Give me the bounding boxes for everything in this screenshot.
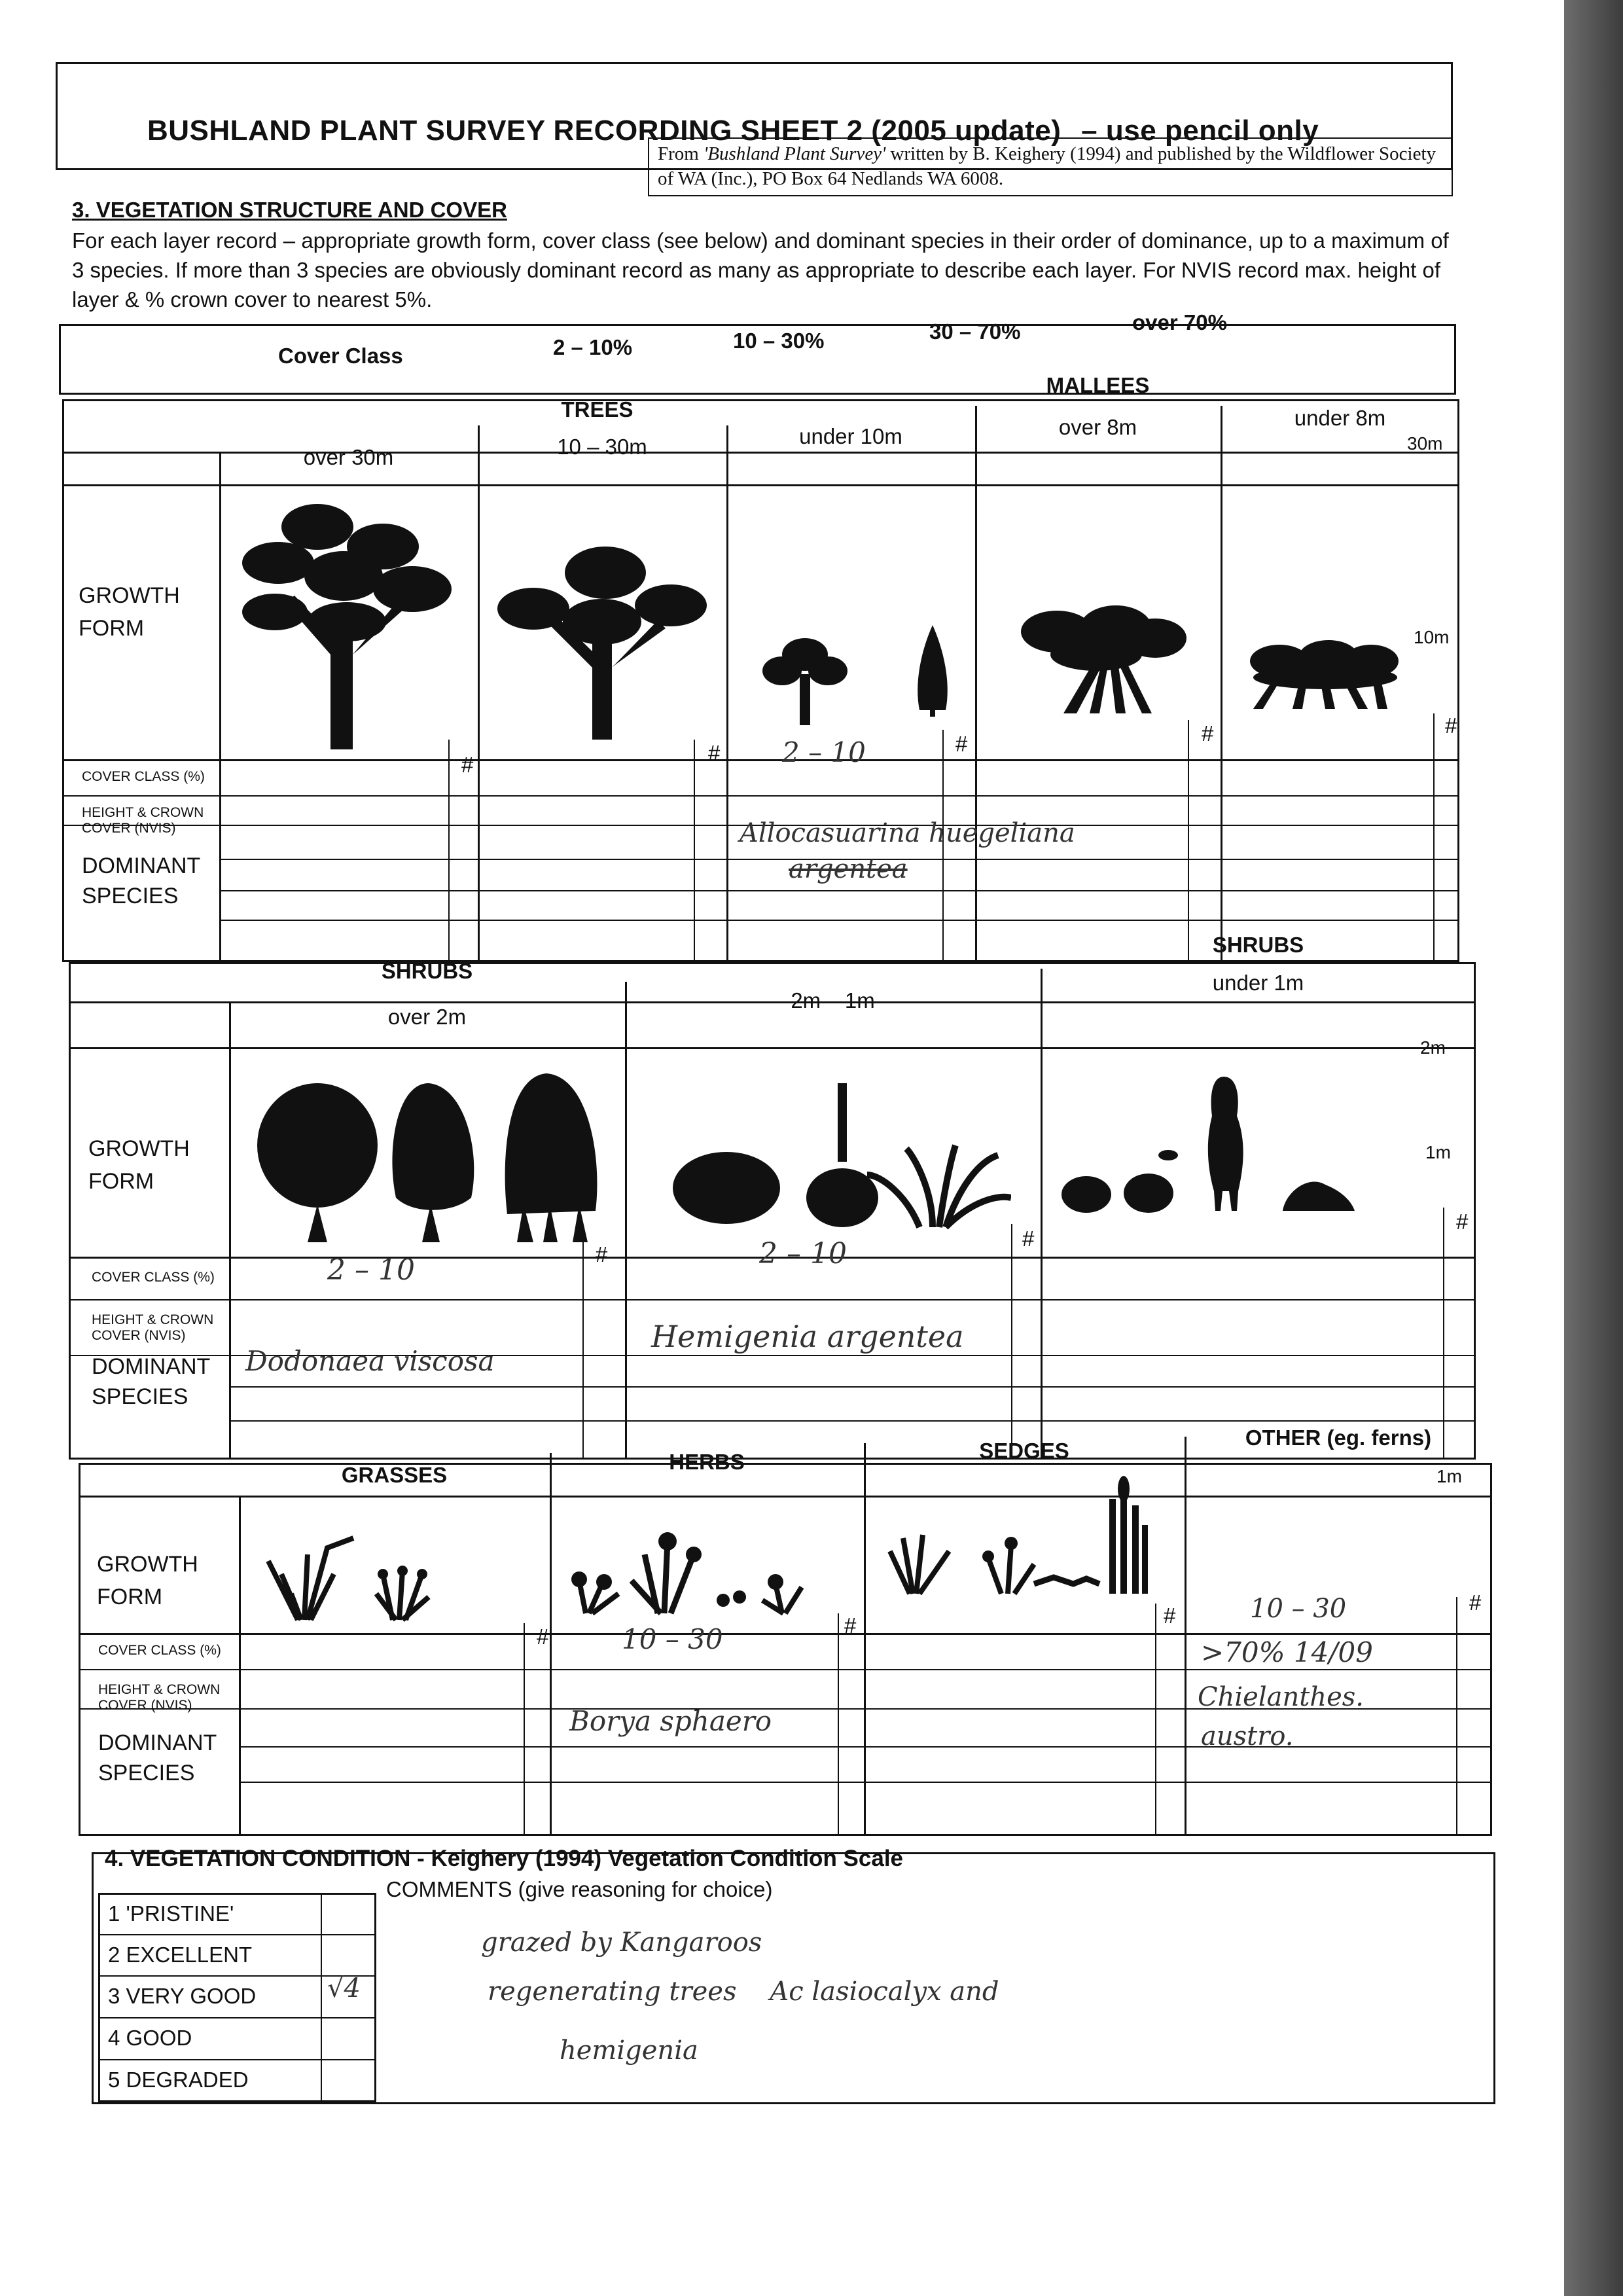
scale-30m: 30m — [1407, 433, 1443, 454]
hash-2: # — [708, 741, 721, 765]
hash-3: # — [955, 732, 968, 756]
condition-3-very-good: 3 VERY GOOD — [108, 1984, 257, 2008]
b2-mid-cover-entry: 2 – 10 — [759, 1237, 847, 1270]
shrubs-right-heading: SHRUBS — [1212, 933, 1304, 957]
section4-heading: 4. VEGETATION CONDITION - Keighery (1994) Vegetation Condition Scale — [105, 1846, 904, 1871]
cover-class-3: 30 – 70% — [929, 319, 1021, 344]
trees-heading: TREES — [561, 397, 633, 422]
comment-line-3: hemigenia — [560, 2036, 698, 2066]
conifer-small-icon — [913, 625, 952, 717]
source-note — [658, 141, 1446, 191]
b2-over2m-cover-entry: 2 – 10 — [327, 1253, 415, 1287]
tree-tall-icon — [232, 497, 468, 753]
section3-heading: 3. VEGETATION STRUCTURE AND COVER — [72, 198, 507, 222]
hash-8: # — [1456, 1210, 1469, 1234]
col-under-10m: under 10m — [799, 424, 902, 448]
comment-line-2: regenerating trees Ac lasiocalyx and — [488, 1977, 999, 2007]
cover-class-4: over 70% — [1132, 310, 1227, 334]
condition-4-good: 4 GOOD — [108, 2026, 192, 2050]
col-under-1m: under 1m — [1212, 971, 1304, 995]
herbs-icon — [566, 1528, 821, 1617]
condition-5-degraded: 5 DEGRADED — [108, 2068, 249, 2092]
col-2m-1m: 2m – 1m — [791, 988, 875, 1013]
hash-5: # — [1445, 713, 1457, 738]
col-over-30m: over 30m — [303, 445, 394, 469]
shrub-small-icon — [1060, 1077, 1368, 1214]
shrub-medium-icon — [671, 1083, 1011, 1230]
hash-6: # — [596, 1242, 608, 1266]
shrubs-left-heading: SHRUBS — [381, 959, 473, 983]
scale-1m-ground: 1m — [1436, 1466, 1462, 1486]
source-book: 'Bushland Plant Survey' — [704, 143, 886, 164]
condition-2-excellent: 2 EXCELLENT — [108, 1943, 253, 1967]
section3-instructions: For each layer record – appropriate growth form, cover class (see below) and dominant species in their order of dominance, up to a maximum of 3 species. If more than 3 species are obviously dominant record as many as appropriate to describe each layer. For NVIS record max. height of layer & % crown cover to nearest 5%. — [72, 228, 1449, 312]
b3-cover-class-label: COVER CLASS (%) — [98, 1643, 221, 1658]
b3-other-species-2: austro. — [1201, 1721, 1294, 1751]
col-grasses: GRASSES — [341, 1463, 448, 1487]
comments-label: COMMENTS (give reasoning for choice) — [386, 1877, 773, 1901]
col-herbs: HERBS — [669, 1450, 745, 1474]
sedges-icon — [883, 1473, 1158, 1597]
b2-growth-form-label: GROWTH FORM — [88, 1136, 190, 1194]
source-note-rest: written by B. Keighery (1994) and published by the Wildflower Society of WA (Inc.), PO Box 64 Nedlands WA 6008. — [658, 143, 1436, 189]
mallee-tall-icon — [1018, 605, 1188, 717]
cover-class-1: 2 – 10% — [553, 335, 633, 359]
scale-1m-shrubs: 1m — [1425, 1142, 1451, 1162]
hash-4: # — [1202, 721, 1214, 745]
b1-dominant-species-label: DOMINANT SPECIES — [82, 853, 200, 908]
title-note: – use pencil only — [1081, 115, 1319, 147]
hash-10: # — [844, 1613, 857, 1638]
cover-class-label: Cover Class — [278, 344, 403, 368]
scale-10m: 10m — [1414, 627, 1450, 647]
tree-medium-icon — [494, 543, 717, 740]
b1-under10m-species-1: Allocasuarina huegeliana — [740, 818, 1075, 848]
mallees-heading: MALLEES — [1046, 373, 1150, 397]
col-sedges: SEDGES — [979, 1439, 1069, 1463]
col-over-2m: over 2m — [387, 1005, 467, 1029]
b1-cover-class-label: COVER CLASS (%) — [82, 769, 205, 784]
b3-herbs-cover-entry: 10 – 30 — [622, 1623, 723, 1655]
b1-under10m-cover-entry: 2 – 10 — [782, 736, 866, 768]
b3-herbs-species: Borya sphaero — [569, 1705, 772, 1737]
b3-height-crown-label: HEIGHT & CROWN COVER (NVIS) — [98, 1682, 221, 1713]
col-over-8m: over 8m — [1058, 415, 1137, 439]
hash-12: # — [1469, 1590, 1482, 1615]
col-under-8m: under 8m — [1294, 406, 1386, 430]
b1-growth-form-label: GROWTH FORM — [79, 583, 180, 641]
col-other: OTHER (eg. ferns) — [1245, 1426, 1432, 1450]
b1-under10m-species-2: argentea — [789, 854, 908, 884]
b2-cover-class-label: COVER CLASS (%) — [92, 1270, 215, 1285]
comment-line-1: grazed by Kangaroos — [481, 1928, 762, 1958]
source-note-prefix: From — [658, 143, 704, 164]
b2-over2m-species: Dodonaea viscosa — [245, 1345, 495, 1377]
scan-dark-edge — [1564, 0, 1623, 2296]
b2-mid-species: Hemigenia argentea — [651, 1319, 964, 1354]
condition-check-mark: √4 — [327, 1973, 361, 2003]
b2-dominant-species-label: DOMINANT SPECIES — [92, 1354, 210, 1409]
shrub-tall-icon — [255, 1073, 609, 1244]
b1-height-crown-label: HEIGHT & CROWN COVER (NVIS) — [82, 805, 204, 836]
scale-2m: 2m — [1420, 1037, 1446, 1058]
condition-1-pristine: 1 'PRISTINE' — [108, 1901, 234, 1926]
b3-growth-form-label: GROWTH FORM — [97, 1552, 198, 1609]
b3-dominant-species-label: DOMINANT SPECIES — [98, 1731, 217, 1785]
b2-height-crown-label: HEIGHT & CROWN COVER (NVIS) — [92, 1312, 214, 1343]
b3-other-height-entry: >70% 14/09 — [1201, 1636, 1373, 1668]
hash-7: # — [1022, 1227, 1035, 1251]
tree-small-icon — [759, 635, 851, 726]
cover-class-2: 10 – 30% — [733, 329, 825, 353]
grasses-icon — [262, 1535, 438, 1623]
mallee-short-icon — [1240, 638, 1404, 710]
hash-1: # — [461, 753, 474, 777]
hash-9: # — [537, 1624, 549, 1649]
b3-other-species-1: Chielanthes. — [1198, 1682, 1364, 1712]
b3-other-cover-entry: 10 – 30 — [1250, 1594, 1347, 1624]
hash-11: # — [1164, 1604, 1176, 1628]
col-10-30m: 10 – 30m — [557, 435, 647, 459]
title-text: BUSHLAND PLANT SURVEY RECORDING SHEET 2 (2005 update) — [147, 115, 1061, 147]
